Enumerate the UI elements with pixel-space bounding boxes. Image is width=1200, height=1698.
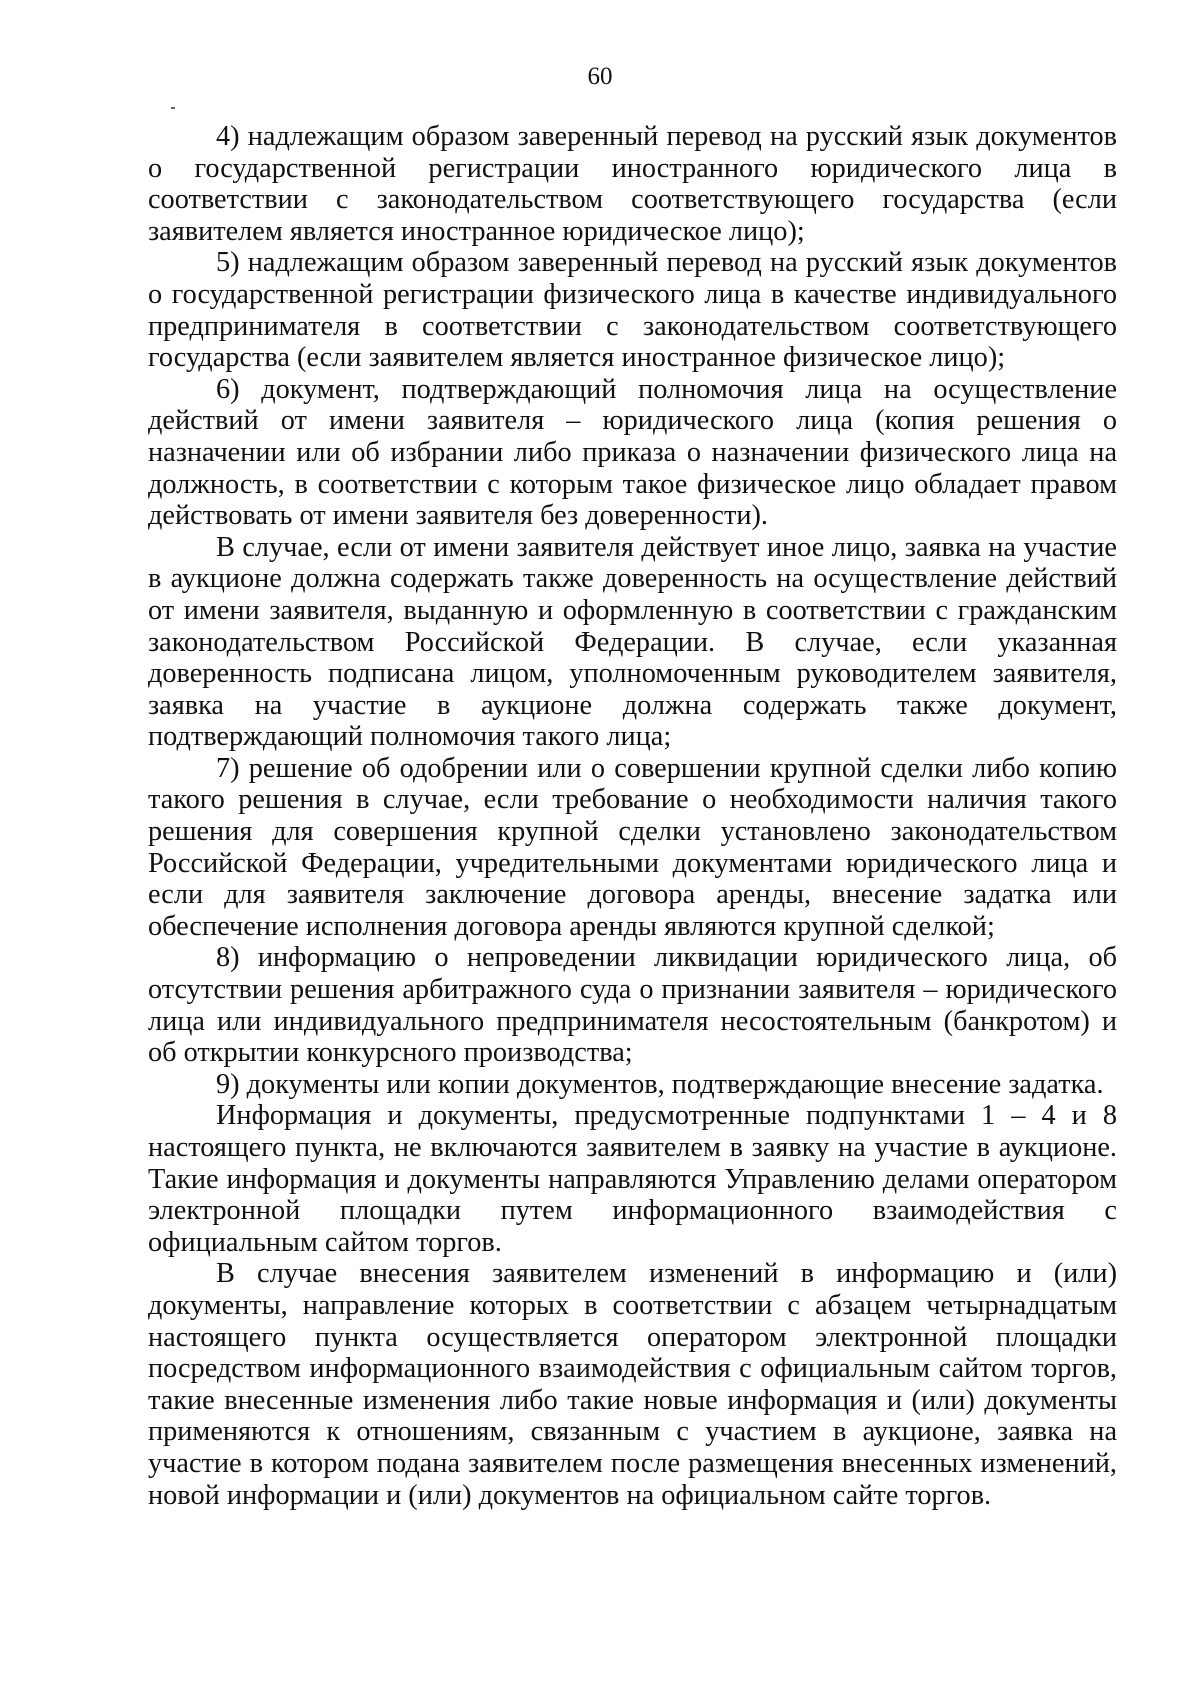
page-number: 60 — [587, 63, 613, 90]
paragraph-changes: В случае внесения заявителем изменений в информацию и (или) документы, направление которых в соответствии с абзацем четырнадцатым настоящего пункта осуществляется оператором электронной площадки посредством информационного взаимодействия с официальным сайтом торгов, такие внесенные изменения либо такие новые информация и (или) документы применяются к отношениям, связанным с участием в аукционе, заявка на участие в котором подана заявителем после размещения внесенных изменений, новой информации и (или) документов на официальном сайте торгов. — [148, 1258, 1117, 1511]
document-body — [148, 121, 1117, 1511]
paragraph-information-documents: Информация и документы, предусмотренные подпунктами 1 – 4 и 8 настоящего пункта, не включаются заявителем в заявку на участие в аукционе. Такие информация и документы направляются Управлению делами оператором электронной площадки путем информационного взаимодействия с официальным сайтом торгов. — [148, 1100, 1117, 1258]
scan-speck — [171, 107, 175, 109]
paragraph-item-4: 4) надлежащим образом заверенный перевод на русский язык документов о государственной регистрации иностранного юридического лица в соответствии с законодательством соответствующего государства (если заявителем является иностранное юридическое лицо); — [148, 121, 1117, 247]
paragraph-item-8: 8) информацию о непроведении ликвидации юридического лица, об отсутствии решения арбитражного суда о признании заявителя – юридического лица или индивидуального предпринимателя несостоятельным (банкротом) и об открытии конкурсного производства; — [148, 942, 1117, 1069]
paragraph-power-of-attorney: В случае, если от имени заявителя действует иное лицо, заявка на участие в аукционе должна содержать также доверенность на осуществление действий от имени заявителя, выданную и оформленную в соответствии с гражданским законодательством Российской Федерации. В случае, если указанная доверенность подписана лицом, уполномоченным руководителем заявителя, заявка на участие в аукционе должна содержать также документ, подтверждающий полномочия такого лица; — [148, 531, 1117, 753]
paragraph-item-9: 9) документы или копии документов, подтверждающие внесение задатка. — [216, 1068, 1104, 1100]
paragraph-item-6: 6) документ, подтверждающий полномочия лица на осуществление действий от имени заявителя – юридического лица (копия решения о назначении или об избрании либо приказа о назначении физического лица на должность, в соответствии с которым такое физическое лицо обладает правом действовать от имени заявителя без доверенности). — [148, 373, 1117, 532]
paragraph-item-7: 7) решение об одобрении или о совершении крупной сделки либо копию такого решения в случае, если требование о необходимости наличия такого решения для совершения крупной сделки установлено законодательством Российской Федерации, учредительными документами юридического лица и если для заявителя заключение договора аренды, внесение задатка или обеспечение исполнения договора аренды являются крупной сделкой; — [148, 752, 1117, 942]
paragraph-item-5: 5) надлежащим образом заверенный перевод на русский язык документов о государственной регистрации физического лица в качестве индивидуального предпринимателя в соответствии с законодательством соответствующего государства (если заявителем является иностранное физическое лицо); — [148, 247, 1117, 374]
